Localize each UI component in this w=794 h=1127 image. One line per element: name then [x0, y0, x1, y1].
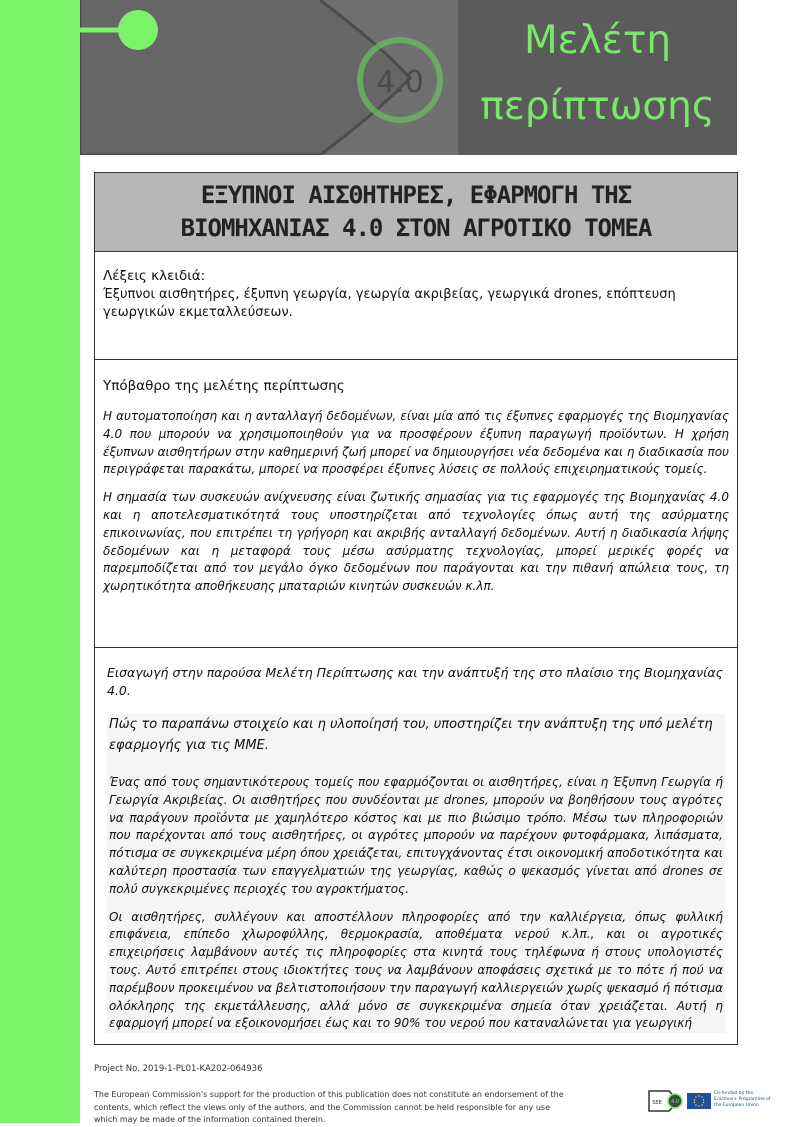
doc-title [95, 179, 737, 245]
doc-title-line2: ΒΙΟΜΗΧΑΝΙΑΣ 4.0 ΣΤΟΝ ΑΓΡΟΤΙΚΟ ΤΟΜΕΑ [180, 214, 652, 242]
page-title-line2: περίπτωσης [480, 84, 715, 129]
background-title: Υπόβαθρο της μελέτης περίπτωσης [103, 378, 345, 394]
keywords-section [95, 251, 737, 360]
introduction-question: Πώς το παραπάνω στοιχείο και η υλοποίησή του, υποστηρίζει την ανάπτυξη της υπό μελέτη εφαρμογής για τις ΜΜΕ. [109, 717, 713, 753]
introduction-section [95, 648, 737, 1045]
left-green-strip [0, 0, 80, 1123]
see-logo-icon [647, 1089, 683, 1113]
introduction-paragraph-2: Οι αισθητήρες, συλλέγουν και αποστέλλουν πληροφορίες από την καλλιέργεια, όπως φυλλική επιφάνεια, επίπεδο χλωροφύλλης, θερμοκρασία, αποθέματα νερού κ.λπ., και οι αγροτικές επιχειρήσεις λαμβάνουν αυτές τις πληροφορίες στα κινητά τους τηλέφωνα ή στους υπολογιστές τους. Αυτό επιτρέπει στους ιδιοκτήτες τους να λαμβάνουν αποφάσεις σχετικά με το πότε ή πού να παρέμβουν προκειμένου να βελτιστοποιήσουν την παραγωγή καλλιεργειών χωρίς ψεκασμό ή πότισμα ολόκληρης της εκμετάλλευσης, αλλά μόνο σε συγκεκριμένα σημεία όταν χρειάζεται. Αυτή η εφαρμογή μπορεί να εξοικονομήσει έως και το 90% του νερού που καταναλώνεται για γεωργική [109, 909, 723, 1031]
eu-flag-icon [687, 1093, 711, 1109]
svg-text:SEE: SEE [652, 1100, 662, 1106]
introduction-paragraph-1: Ένας από τους σημαντικότερους τομείς που εφαρμόζονται οι αισθητήρες, είναι η Έξυπνη Γεωργία ή Γεωργία Ακριβείας. Οι αισθητήρες που συνδέονται με drones, μπορούν να βοηθήσουν τους αγρότες να παράγουν προϊόντα με χαμηλότερο κόστος και με πιο βιώσιμο τρόπο. Μέσω των πληροφοριών που παρέχονται από τους αισθητήρες, οι αγρότες μπορούν να παρέχουν φυτοφάρμακα, λιπάσματα, πότισμα σε συγκεκριμένα μέρη όπου χρειάζεται, επιτυγχάνοντας έτσι οικονομική αποδοτικότητα και καλύτερη προστασία των επαγγελματιών της γεωργίας, καθώς ο ψεκασμός γίνεται από drones σε πολύ συγκεκριμένες περιοχές του αγροκτήματος. [109, 775, 723, 896]
eu-cofunded-text: Co-funded by the Erasmus+ Programme of the European Union [714, 1091, 771, 1108]
doc-title-box [95, 173, 737, 252]
industry-logo-icon [80, 0, 458, 155]
keywords-label: Λέξεις κλειδιά: [103, 268, 206, 284]
doc-title-line1: ΕΞΥΠΝΟΙ ΑΙΣΘΗΤΗΡΕΣ, ΕΦΑΡΜΟΓΗ ΤΗΣ [200, 181, 632, 209]
svg-text:4.0: 4.0 [376, 65, 424, 100]
project-number: Project No. 2019-1-PL01-KA202-064936 [94, 1064, 263, 1074]
background-paragraph-1: Η αυτοματοποίηση και η ανταλλαγή δεδομένων, είναι μία από τις έξυπνες εφαρμογές της Βιομηχανίας 4.0 που μπορούν να χρησιμοποιηθούν για να προσφέρουν έξυπνη παραγωγή προϊόντων. Η χρήση έξυπνων αισθητήρων στην καθημερινή ζωή μπορεί να δημιουργήσει νέα δεδομένα και η διαδικασία που περιγράφεται παρακάτω, μπορεί να προσφέρει έξυπνες λύσεις σε πολλούς επιχειρηματικούς τομείς. [103, 409, 729, 477]
header-banner [80, 0, 737, 155]
background-paragraph-2: Η σημασία των συσκευών ανίχνευσης είναι ζωτικής σημασίας για τις εφαρμογές της Βιομηχανίας 4.0 και η αποτελεσματικότητά τους υποστηρίζεται από τεχνολογίες όπως αυτή της ασύρματης επικοινωνίας, που επιτρέπει τη γρήγορη και ακριβής ανταλλαγή δεδομένων. Αυτή η διαδικασία λήψης δεδομένων και η μεταφορά τους μέσω ασύρματης τεχνολογίας, μπορεί μερικές φορές να παρεμποδίζεται από τον μεγάλο όγκο δεδομένων που παράγονται και την πιθανή απώλεια τους, τη χωρητικότητα αποθήκευσης μπαταριών κινητών συσκευών κ.λπ. [103, 490, 729, 594]
document-frame [94, 172, 738, 1045]
svg-text:4.0: 4.0 [671, 1099, 679, 1105]
header-logo-area [80, 0, 458, 155]
logo-green-dot [118, 10, 158, 50]
background-section [95, 360, 737, 648]
introduction-title: Εισαγωγή στην παρούσα Μελέτη Περίπτωσης και την ανάπτυξή της στο πλαίσιο της Βιομηχανίας 4.0. [107, 665, 723, 698]
page-title [458, 8, 737, 140]
introduction-body [107, 714, 725, 1033]
keywords-text: Έξυπνοι αισθητήρες, έξυπνη γεωργία, γεωργία ακριβείας, γεωργικά drones, επόπτευση γεωργικών εκμεταλλεύσεων. [103, 287, 676, 320]
eu-disclaimer: The European Commission's support for the production of this publication does not constitute an endorsement of the contents, which reflect the views only of the authors, and the Commission cannot be held responsible for any use which may be made of the information contained therein. [94, 1090, 564, 1124]
page-title-line1: Μελέτη [523, 18, 672, 63]
